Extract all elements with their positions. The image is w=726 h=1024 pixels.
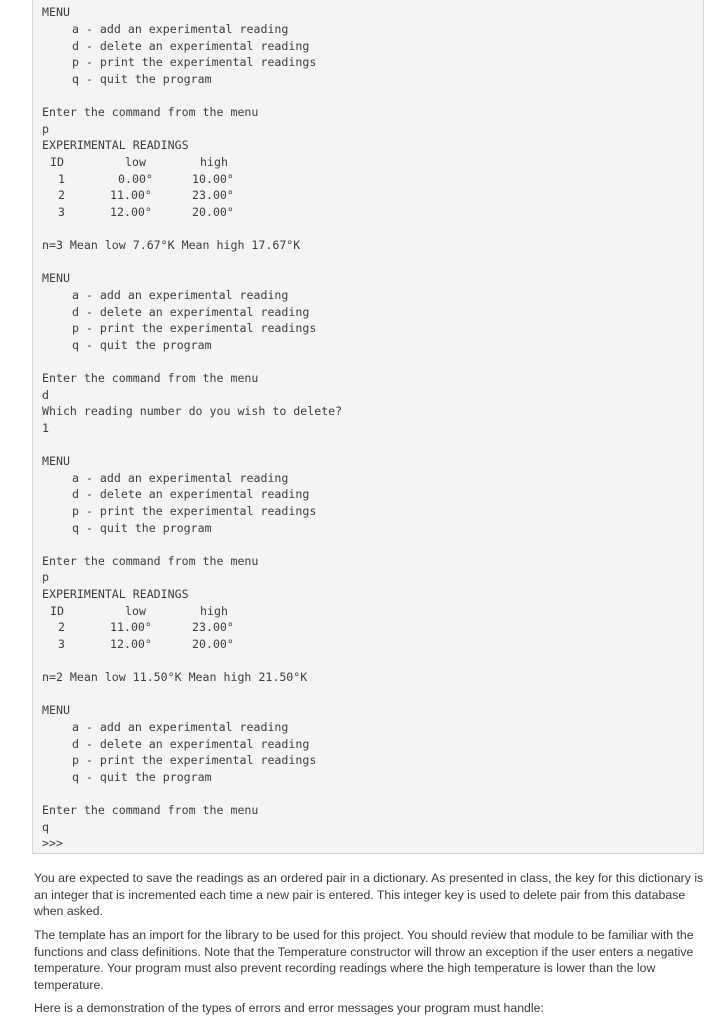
table-cell-high: 10.00° bbox=[192, 172, 234, 186]
table-cell-high: 20.00° bbox=[192, 205, 234, 219]
menu-title: MENU bbox=[42, 703, 70, 717]
menu-item-print: p - print the experimental readings bbox=[72, 55, 317, 69]
table-header-low: low bbox=[125, 604, 146, 618]
table-title: EXPERIMENTAL READINGS bbox=[42, 138, 189, 152]
menu-item-delete: d - delete an experimental reading bbox=[72, 39, 310, 53]
menu-item-quit: q - quit the program bbox=[72, 770, 212, 784]
table-cell-id: 3 bbox=[58, 637, 65, 651]
menu-item-add: a - add an experimental reading bbox=[72, 22, 289, 36]
menu-item-quit: q - quit the program bbox=[72, 72, 212, 86]
command-prompt: Enter the command from the menu bbox=[42, 803, 259, 817]
paragraph-text: You are expected to save the readings as an ordered pair in a dictionary. As presented in class, the key for this dictionary is an integer that is incremented each time a new pair is entered. This integer key is used to delete pair from this database when asked. bbox=[34, 871, 704, 919]
paragraph-errors bbox=[34, 1000, 704, 1017]
menu-item-add: a - add an experimental reading bbox=[72, 471, 289, 485]
menu-title: MENU bbox=[42, 271, 70, 285]
table-header-id: ID bbox=[50, 155, 64, 169]
table-header-id: ID bbox=[50, 604, 64, 618]
user-input: 1 bbox=[42, 421, 49, 435]
table-header-low: low bbox=[125, 155, 146, 169]
table-cell-low: 0.00° bbox=[118, 172, 153, 186]
command-prompt: Enter the command from the menu bbox=[42, 105, 259, 119]
menu-item-delete: d - delete an experimental reading bbox=[72, 305, 310, 319]
table-cell-id: 2 bbox=[58, 188, 65, 202]
table-cell-id: 1 bbox=[58, 172, 65, 186]
menu-item-print: p - print the experimental readings bbox=[72, 504, 317, 518]
menu-item-delete: d - delete an experimental reading bbox=[72, 737, 310, 751]
user-input: p bbox=[42, 122, 49, 136]
summary-line: n=2 Mean low 11.50°K Mean high 21.50°K bbox=[42, 670, 308, 684]
console-output bbox=[32, 0, 704, 854]
paragraph-text: The template has an import for the library to be used for this project. You should review that module to be familiar with the functions and class definitions. Note that the Temperature constructor will throw an exception if the user enters a negative temperature. Your program must also prevent recording readings where the high temperature is lower than the low temperature. bbox=[34, 928, 694, 992]
table-cell-high: 20.00° bbox=[192, 637, 234, 651]
table-cell-low: 12.00° bbox=[110, 205, 152, 219]
menu-item-print: p - print the experimental readings bbox=[72, 321, 317, 335]
menu-item-add: a - add an experimental reading bbox=[72, 288, 289, 302]
table-cell-id: 3 bbox=[58, 205, 65, 219]
menu-item-add: a - add an experimental reading bbox=[72, 720, 289, 734]
paragraph-template bbox=[34, 927, 704, 993]
table-header-high: high bbox=[200, 155, 228, 169]
table-cell-high: 23.00° bbox=[192, 620, 234, 634]
python-prompt: >>> bbox=[42, 836, 63, 850]
table-title: EXPERIMENTAL READINGS bbox=[42, 587, 189, 601]
command-prompt: Enter the command from the menu bbox=[42, 371, 259, 385]
menu-item-print: p - print the experimental readings bbox=[72, 753, 317, 767]
user-input: p bbox=[42, 570, 49, 584]
delete-question: Which reading number do you wish to delete? bbox=[42, 404, 343, 418]
user-input: q bbox=[42, 820, 49, 834]
menu-item-delete: d - delete an experimental reading bbox=[72, 487, 310, 501]
paragraph-text: Here is a demonstration of the types of errors and error messages your program must handle: bbox=[34, 1001, 544, 1015]
table-cell-low: 12.00° bbox=[110, 637, 152, 651]
table-cell-high: 23.00° bbox=[192, 188, 234, 202]
table-cell-low: 11.00° bbox=[110, 620, 152, 634]
summary-line: n=3 Mean low 7.67°K Mean high 17.67°K bbox=[42, 238, 301, 252]
table-cell-id: 2 bbox=[58, 620, 65, 634]
table-cell-low: 11.00° bbox=[110, 188, 152, 202]
menu-title: MENU bbox=[42, 5, 70, 19]
user-input: d bbox=[42, 388, 49, 402]
paragraph-dictionary bbox=[34, 870, 704, 920]
menu-item-quit: q - quit the program bbox=[72, 338, 212, 352]
table-header-high: high bbox=[200, 604, 228, 618]
menu-item-quit: q - quit the program bbox=[72, 521, 212, 535]
command-prompt: Enter the command from the menu bbox=[42, 554, 259, 568]
menu-title: MENU bbox=[42, 454, 70, 468]
